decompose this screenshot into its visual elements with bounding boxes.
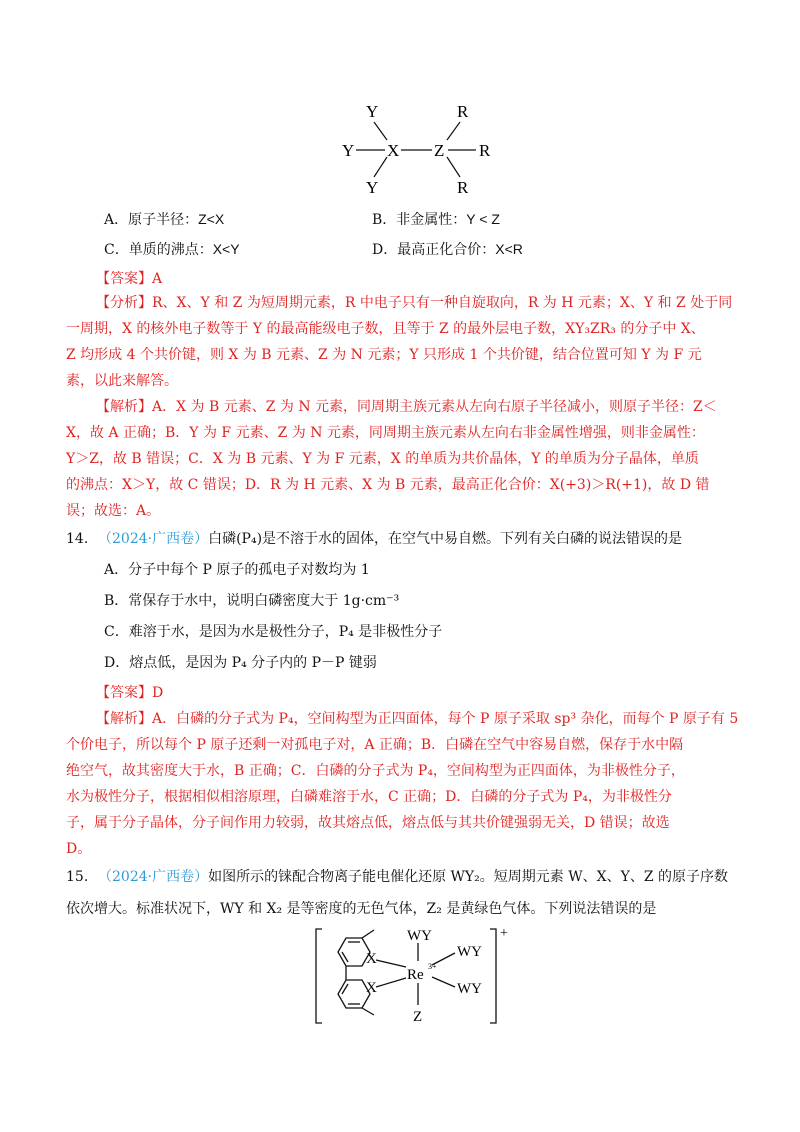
q14-stem: （2024·广西卷）白磷(P₄)是不溶于水的固体，在空气中易自燃。下列有关白磷的说法错误的是: [98, 531, 683, 547]
q14-explanation-line: 子，属于分子晶体，分子间作用力较弱，故其熔点低，熔点低与其共价键强弱无关，D 错误；故选: [66, 815, 670, 831]
atom-z: Z: [434, 141, 445, 160]
q13-analysis-line: 素，以此来解答。: [66, 373, 178, 389]
q13-explanation-line: X，故 A 正确；B．Y 为 F 元素、Z 为 N 元素，同周期主族元素从左向右非金属性增强，则非金属性：: [66, 425, 705, 441]
ligand-wy-right: WY: [457, 944, 482, 960]
ligand-wy-top: WY: [407, 928, 432, 944]
q14-option-c: C．难溶于水，是因为水是极性分子，P₄ 是非极性分子: [104, 624, 443, 640]
q14-option-d: D．熔点低，是因为 P₄ 分子内的 P－P 键弱: [104, 655, 377, 671]
q13-explanation-line: 误；故选：A。: [66, 503, 161, 519]
metal-re-charge: 3+: [428, 962, 437, 971]
q14-explanation-line: 个价电子，所以每个 P 原子还剩一对孤电子对，A 正确；B．白磷在空气中容易自燃，保存于水中隔: [66, 737, 684, 753]
q15-stem-line: 依次增大。标准状况下，WY 和 X₂ 是等密度的无色气体，Z₂ 是黄绿色气体。下列说法错误的是: [66, 901, 657, 917]
q13-option-c: C．单质的沸点：X<Y: [104, 241, 240, 258]
q13-option-d: D．最高正化合价：X<R: [372, 241, 523, 258]
q14-explanation-line: 水为极性分子，根据相似相溶原理，白磷难溶于水，C 正确；D．白磷的分子式为 P₄，为非极性分: [66, 789, 672, 805]
atom-r-right: R: [479, 141, 491, 160]
donor-x-upper: X: [366, 951, 377, 967]
q13-analysis-line: Z 均形成 4 个共价键，则 X 为 B 元素、Z 为 N 元素；Y 只形成 1 个共价键，结合位置可知 Y 为 F 元: [66, 347, 702, 363]
q13-analysis-line: 【分析】R、X、Y 和 Z 为短周期元素，R 中电子只有一种自旋取向，R 为 H 元素；X、Y 和 Z 处于同: [96, 295, 733, 311]
q13-explanation-line: 的沸点：X＞Y，故 C 错误；D．R 为 H 元素、X 为 B 元素，最高正化合价：X(+3)＞R(+1)，故 D 错: [66, 477, 710, 493]
ligand-z: Z: [413, 1009, 423, 1025]
q14-explanation-line: 【解析】A．白磷的分子式为 P₄，空间构型为正四面体，每个 P 原子采取 sp³ 杂化，而每个 P 原子有 5: [96, 711, 739, 727]
q13-answer: 【答案】A: [96, 271, 163, 287]
q14-option-b: B．常保存于水中，说明白磷密度大于 1g·cm⁻³: [104, 593, 400, 609]
q13-explanation-line: Y＞Z，故 B 错误；C．X 为 B 元素、Y 为 F 元素，X 的单质为共价晶体，Y 的单质为分子晶体，单质: [66, 451, 699, 467]
q14-explanation-line: 绝空气，故其密度大于水，B 正确；C．白磷的分子式为 P₄，空间构型为正四面体，为非极性分子，: [66, 763, 685, 779]
atom-y-bottom: Y: [366, 178, 379, 197]
ligand-wy-lower: WY: [457, 981, 482, 997]
q14-answer: 【答案】D: [96, 685, 164, 701]
q13-option-a: A．原子半径：Z<X: [104, 211, 225, 228]
q15-stem-line: （2024·广西卷）如图所示的铼配合物离子能电催化还原 WY₂。短周期元素 W、X、Y、Z 的原子序数: [98, 869, 729, 885]
structure-diagram-xy3zr3: [330, 95, 510, 205]
q14-number: 14.: [66, 531, 89, 547]
donor-x-lower: X: [366, 980, 377, 996]
atom-r-bottom: R: [457, 178, 469, 197]
q13-analysis-line: 一周期，X 的核外电子数等于 Y 的最高能级电子数，且等于 Z 的最外层电子数，XY₃ZR₃ 的分子中 X、: [66, 321, 705, 337]
q14-source: （2024·广西卷）: [98, 531, 209, 547]
q14-option-a: A．分子中每个 P 原子的孤电子对数均为 1: [104, 562, 370, 578]
atom-y-top: Y: [366, 102, 379, 121]
q15-number: 15.: [66, 869, 89, 885]
left-bracket: [316, 929, 322, 1023]
complex-charge: +: [500, 926, 508, 941]
bonds: [356, 122, 476, 177]
right-bracket: [490, 929, 496, 1023]
atom-y-left: Y: [342, 141, 355, 160]
q14-explanation-line: D。: [66, 841, 92, 857]
metal-re: Re: [407, 967, 424, 983]
atom-r-top: R: [457, 102, 469, 121]
rhenium-complex-diagram: [310, 925, 530, 1030]
q13-option-b: B．非金属性：Y < Z: [372, 211, 500, 228]
q15-source: （2024·广西卷）: [98, 869, 209, 885]
atom-x: X: [387, 141, 400, 160]
q13-explanation-line: 【解析】A．X 为 B 元素、Z 为 N 元素，同周期主族元素从左向右原子半径减小，则原子半径：Z＜: [96, 399, 717, 415]
